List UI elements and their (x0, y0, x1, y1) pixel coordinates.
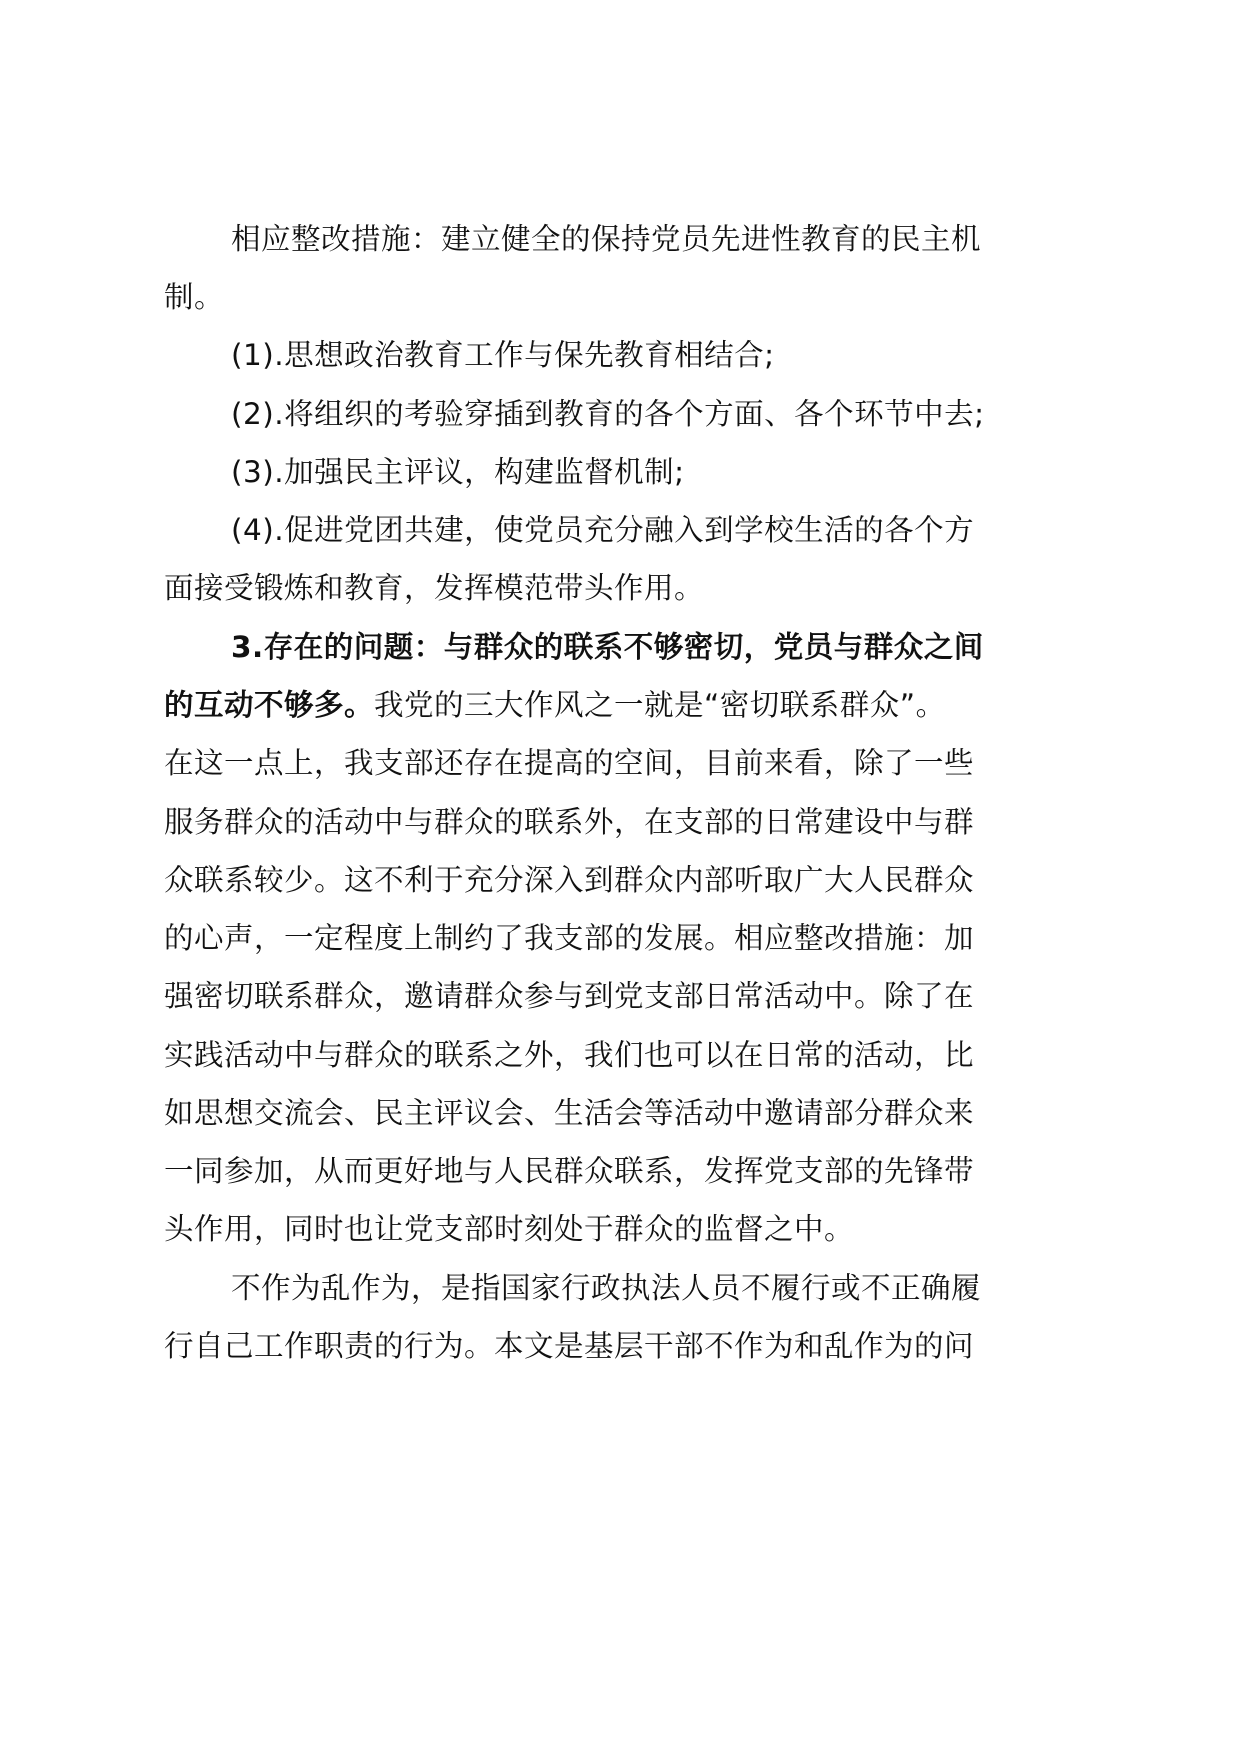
text-line: 的心声，一定程度上制约了我支部的发展。相应整改措施：加 (164, 921, 975, 955)
text-line: 如思想交流会、民主评议会、生活会等活动中邀请部分群众来 (164, 1096, 975, 1130)
text-line: 服务群众的活动中与群众的联系外，在支部的日常建设中与群 (164, 805, 975, 839)
text-line: 实践活动中与群众的联系之外，我们也可以在日常的活动，比 (164, 1038, 975, 1072)
text-line: 强密切联系群众，邀请群众参与到党支部日常活动中。除了在 (164, 979, 975, 1013)
text-line: 众联系较少。这不利于充分深入到群众内部听取广大人民群众 (164, 863, 975, 897)
text-line: 面接受锻炼和教育，发挥模范带头作用。 (164, 571, 705, 605)
body-text: 我党的三大作风之一就是“密切联系群众”。 (374, 688, 946, 722)
text-line: 不作为乱作为，是指国家行政执法人员不履行或不正确履 (231, 1271, 982, 1305)
text-line: 头作用，同时也让党支部时刻处于群众的监督之中。 (164, 1212, 855, 1246)
list-item: (4).促进党团共建，使党员充分融入到学校生活的各个方 (231, 513, 975, 547)
text-line: 相应整改措施：建立健全的保持党员先进性教育的民主机 (231, 222, 982, 256)
text-line: 在这一点上，我支部还存在提高的空间，目前来看，除了一些 (164, 746, 975, 780)
text-line (164, 685, 946, 725)
list-item: (3).加强民主评议，构建监督机制; (231, 455, 685, 489)
section-heading: 3.存在的问题：与群众的联系不够密切，党员与群众之间 (231, 630, 984, 664)
list-item: (2).将组织的考验穿插到教育的各个方面、各个环节中去; (231, 397, 985, 431)
section-heading-continued: 的互动不够多。 (164, 688, 375, 722)
list-item: (1).思想政治教育工作与保先教育相结合; (231, 338, 775, 372)
text-line: 一同参加，从而更好地与人民群众联系，发挥党支部的先锋带 (164, 1154, 975, 1188)
text-line: 制。 (164, 280, 225, 314)
text-line: 行自己工作职责的行为。本文是基层干部不作为和乱作为的问 (164, 1329, 975, 1363)
